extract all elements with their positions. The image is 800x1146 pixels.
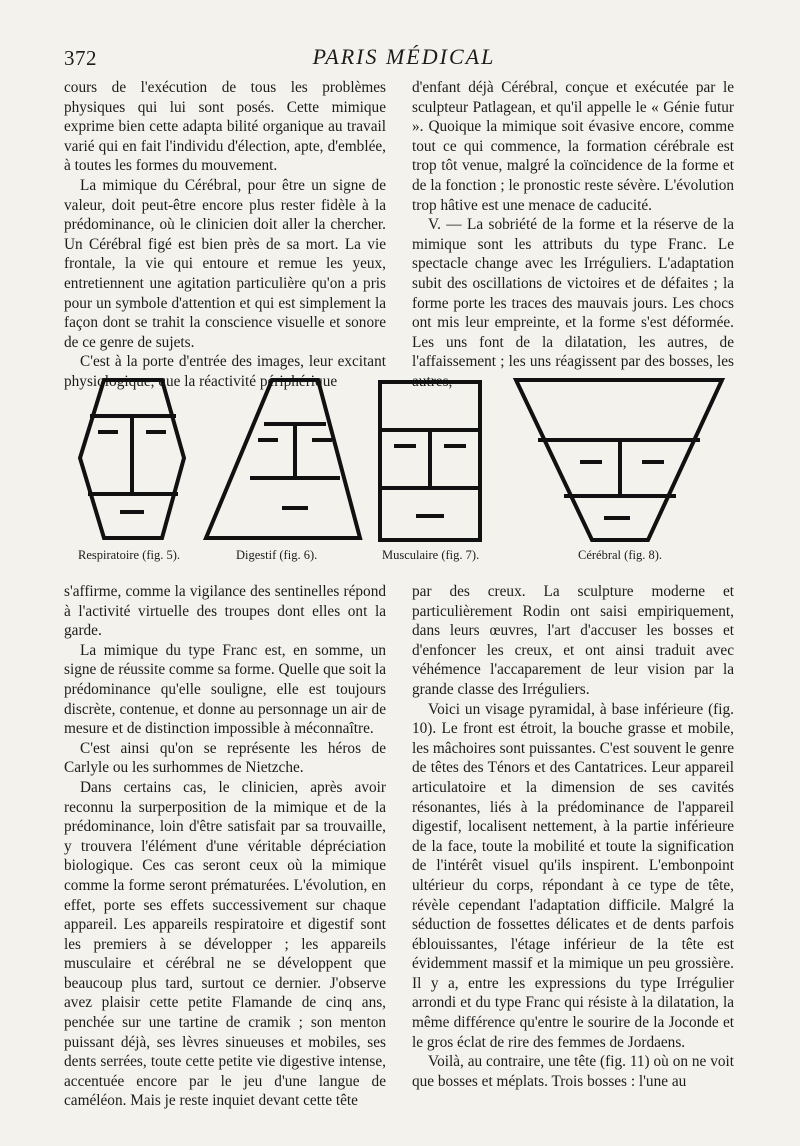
journal-title: PARIS MÉDICAL [312, 44, 496, 69]
pyramid-outline [206, 380, 360, 538]
top-left-column [64, 78, 386, 392]
figures-row [64, 372, 744, 572]
paragraph: s'affirme, comme la vigilance des sentinelles répond à l'activité virtuelle des troupes dont elles ont la garde. [64, 583, 386, 640]
paragraph: C'est à la porte d'entrée des images, leur excitant physiologique, que la réactivité périphérique [64, 353, 386, 390]
top-right-column [412, 78, 734, 392]
page-header [64, 44, 744, 74]
figure-respiratoire-hexagon [80, 380, 184, 538]
page-number: 372 [64, 46, 97, 70]
figure-caption: Digestif (fig. 6). [236, 548, 318, 562]
bottom-right-column [412, 582, 734, 1091]
paragraph: C'est ainsi qu'on se représente les héros de Carlyle ou les surhommes de Nietzche. [64, 739, 386, 777]
figure-caption: Musculaire (fig. 7). [382, 548, 480, 562]
paragraph: Voilà, au contraire, une tête (fig. 11) où on ne voit que bosses et méplats. Trois bosses : l'une au [412, 1053, 734, 1090]
figure-digestif-pyramid [206, 380, 360, 538]
paragraph: Dans certains cas, le clinicien, après avoir reconnu la surperposition de la mimique et de la prédominance, loin d'être satisfait par sa trouvaille, y trouvera l'élément d'une véritable dépréciation biologique. Ces cas seront ceux où la mimique comme la forme seront prématurées. L'évolution, en effet, porte ses effets successivement sur chaque appareil. Les appareils respiratoire et digestif sont les premiers à se développer ; les appareils musculaire et cérébral ne se développent que beaucoup plus tard, surtout ce dernier. J'observe avez plaisir cette petite Flamande de cinq ans, penchée sur une tartine de cramik ; son menton puissant déjà, ses lèvres sinueuses et mobiles, ses dents serrées, toute cette petite vie digestive intense, accentuée encore par le jeu d'une langue de caméléon. Mais je reste inquiet devant cette tête [64, 778, 386, 1110]
bottom-left-column [64, 582, 386, 1111]
paragraph: Voici un visage pyramidal, à base inférieure (fig. 10). Le front est étroit, la bouche grasse et mobile, les mâchoires sont puissantes. C'est souvent le genre de têtes des Ténors et des Cantatrices. Leur appareil articulatoire et la dimension de ses cavités résonantes, liés à la prédominance de l'appareil digestif, localisent nettement, à la partie inférieure de la face, toute la mobilité et toute la signification de l'intérêt visuel qu'ils inspirent. L'embonpoint ultérieur du corps, répondant à ce type de tête, révèle cependant l'adaptation difficile. Malgré la séduction de fossettes délicates et de dents parfois éblouissantes, l'étage inférieur de la tête est évidemment massif et la mimique un peu grossière. Il y a, entre les expressions du type Irrégulier arrondi et du type Franc qui résiste à la dilatation, la même différence qu'entre le sourire de la Joconde et le gros éclat de rire des femmes de Jordaens. [412, 700, 734, 1051]
paragraph: d'enfant déjà Cérébral, conçue et exécutée par le sculpteur Patlagean, et qu'il appelle le « Génie futur ». Quoique la mimique soit évasive encore, comme tout ce qui commence, la formation cérébrale est trop tôt venue, malgré la coïncidence de la forme et de la fonction ; le pronostic reste sévère. L'évolution trop hâtive est une menace de caducité. [412, 79, 734, 214]
paragraph: par des creux. La sculpture moderne et particulièrement Rodin ont saisi empiriquement, dans leurs œuvres, l'art d'accuser les bosses et d'enfoncer les creux, et ont ainsi traduit avec véhémence l'accaparement de leur vision par la grande classe des Irréguliers. [412, 583, 734, 698]
paragraph: La mimique du type Franc est, en somme, un signe de réussite comme sa forme. Quelle que soit la prédominance qu'elle souligne, elle est toujours discrète, contenue, et donne au personnage un air de mesure et de distinction impossible à méconnaître. [64, 641, 386, 738]
figure-musculaire-rectangle [380, 382, 480, 540]
paragraph: La mimique du Cérébral, pour être un signe de valeur, doit peut-être encore plus rester fidèle à la prédominance, où le clinicien doit aller la chercher. Un Cérébral figé est bien près de sa mort. La vie frontale, la vie qui entoure et remue les yeux, entretiennent une agitation particulière qu'on a pris pour un symbole d'attention et qui est simplement la façon dont se trahit la conscience visuelle et sonore de ce genre de sujets. [64, 176, 386, 351]
figure-cerebral-inverted-triangle [516, 380, 722, 540]
figure-caption: Respiratoire (fig. 5). [78, 548, 181, 562]
paragraph: V. — La sobriété de la forme et la réserve de la mimique sont les attributs du type Franc. Le spectacle change avec les Irréguliers. L'adaptation subit des oscillations de victoires et de défaites ; la forme porte les traces des mauvais jours. Les chocs ont mis leur empreinte, et la forme s'est déformée. Les uns font de la dilatation, les autres, de l'affaissement ; les uns réagissent par des bosses, les autres, [412, 216, 734, 390]
paragraph: cours de l'exécution de tous les problèmes physiques qui lui sont posés. Cette mimique exprime bien cette adapta bilité organique au travail varié qui en fait l'individu d'élection, apte, d'emblée, à toutes les formes du mouvement. [64, 79, 386, 175]
figure-caption: Cérébral (fig. 8). [578, 548, 662, 562]
face-figures-drawing [64, 372, 744, 572]
